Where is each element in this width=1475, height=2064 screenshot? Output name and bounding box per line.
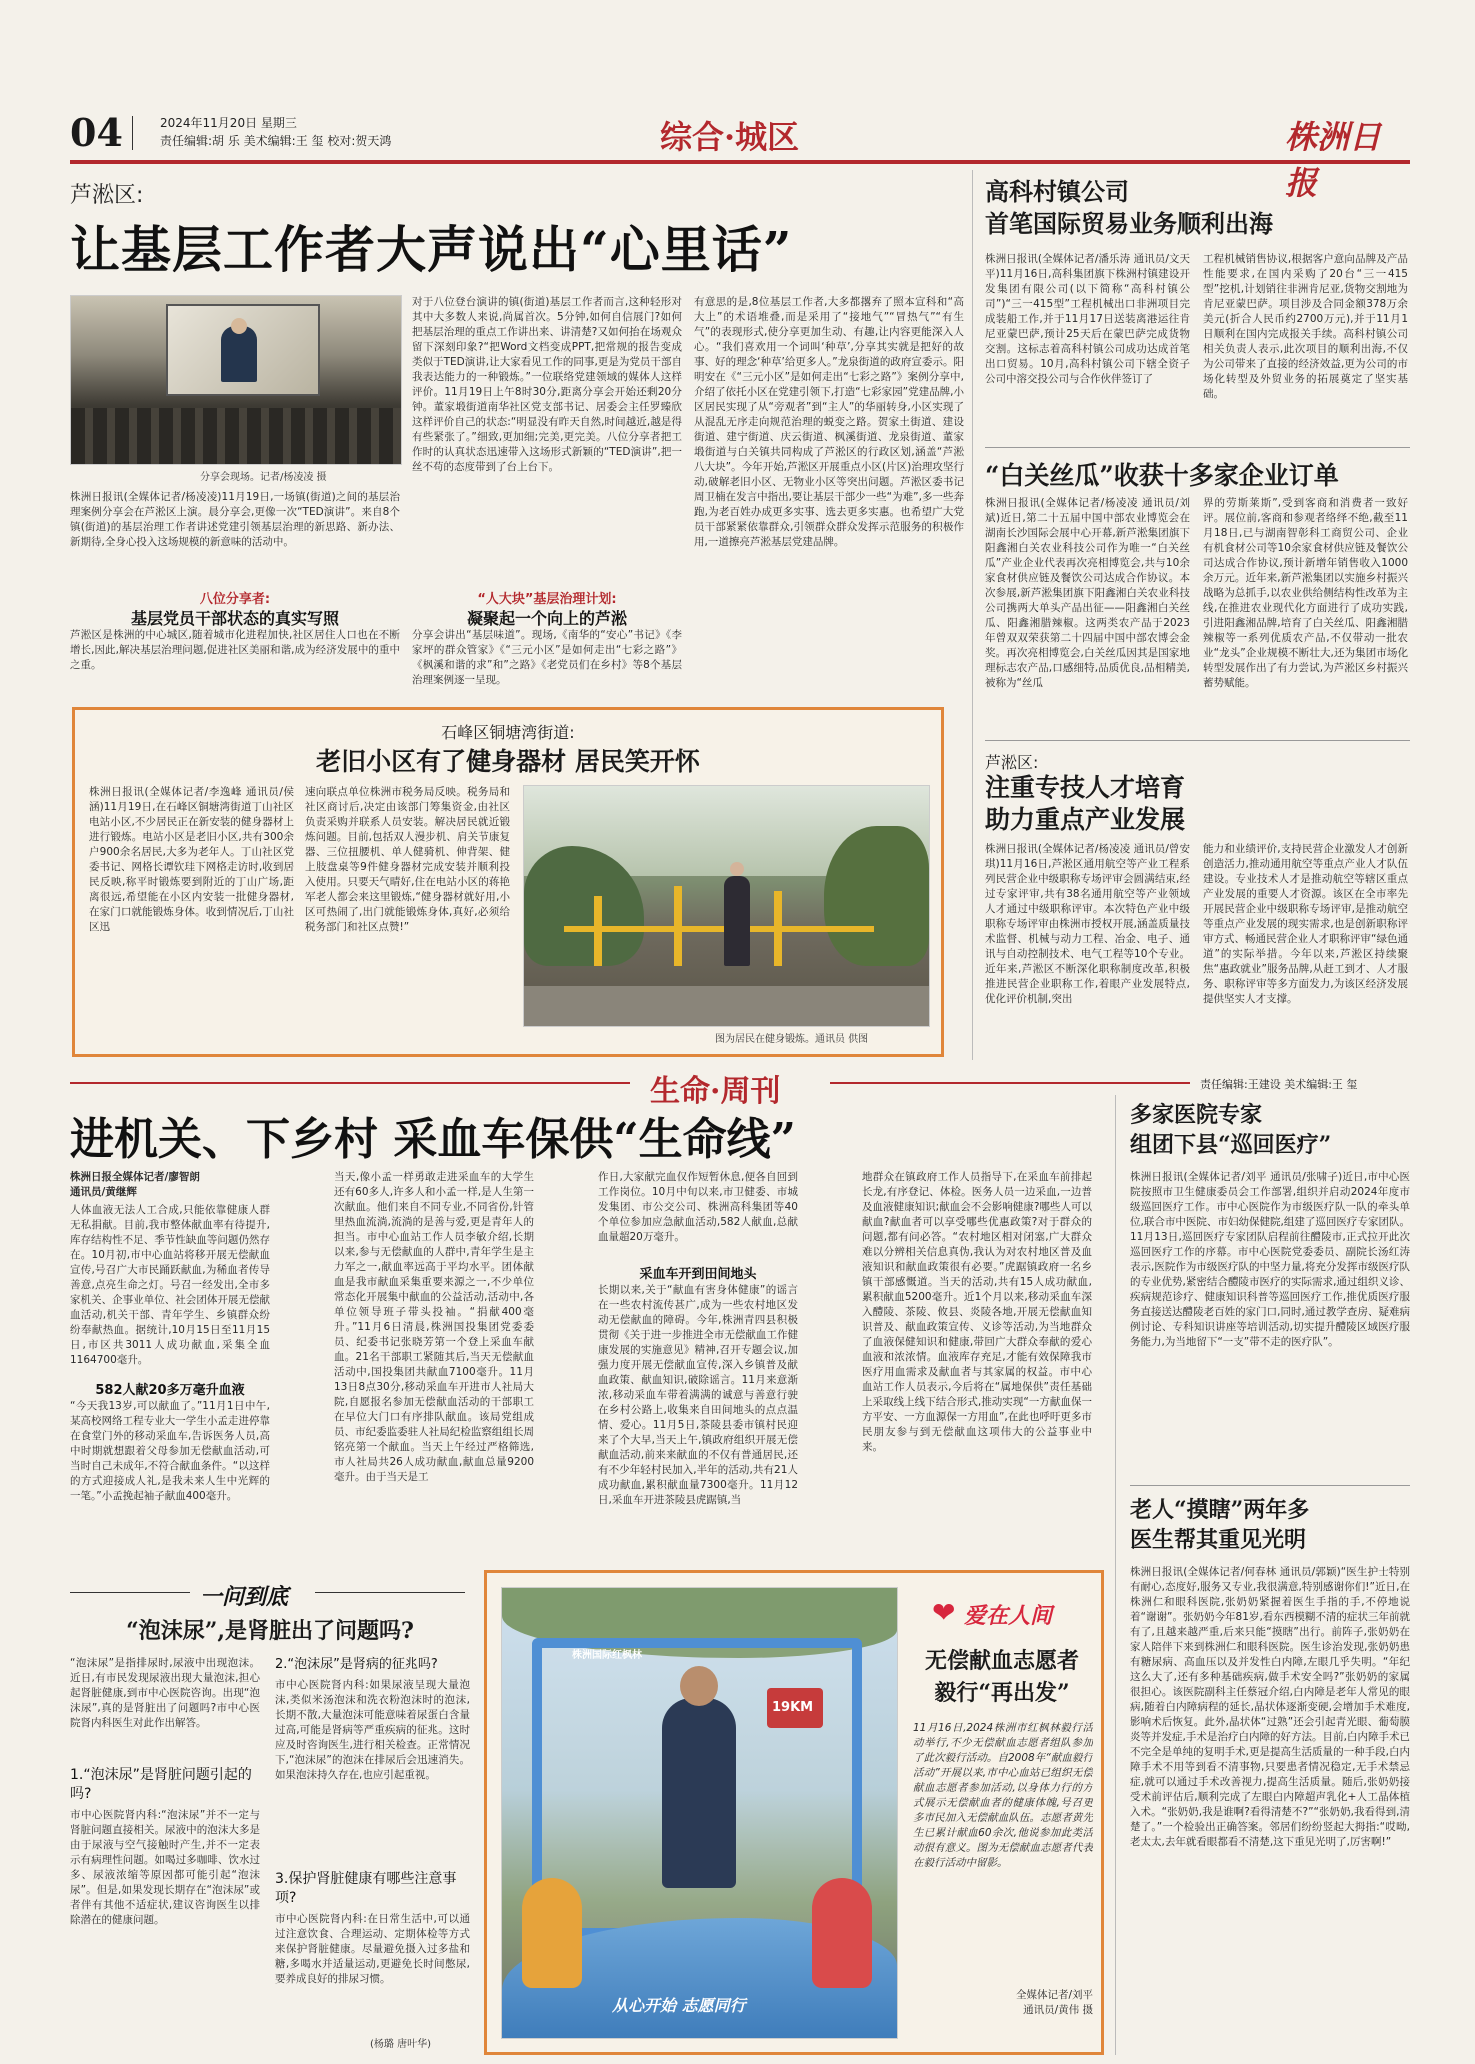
article-subhead: 582人献20多万毫升血液 [95,1383,245,1398]
issue-date: 2024年11月20日 星期三 [160,116,297,130]
article-cataract [1130,1495,1410,2055]
volunteer-photo [501,1587,898,2039]
frame-slogan: 从心开始 志愿同行 [612,1996,746,2015]
article-headline: 高科村镇公司 首笔国际贸易业务顺利出海 [985,177,1273,238]
article-kicker: 石峰区铜塘湾街道: [441,723,575,742]
question-heading: 1.“泡沫尿”是肾脏问题引起的吗? [70,1767,252,1802]
article-body: 作日,大家献完血仅作短暂休息,便各自回到工作岗位。10月中旬以来,市卫健委、市城发集团、市公交公司、株洲高科集团等40个单位参加应急献血活动,582人献血,总献血量超20万毫升。 [598,1171,798,1243]
article-headline: 注重专技人才培育 助力重点产业发展 [985,773,1186,834]
article-headline: 老旧小区有了健身器材 居民笑开怀 [316,747,700,776]
article-body: 对于八位登台演讲的镇(街道)基层工作者而言,这种轻形对其中大多数人来说,尚属首次。5分钟,如何自信展门?如何把基层治理的重点工作讲出来、讲清楚?又如何抬在场观众留下深刻印象?“把Word文档变成PPT,把常规的报告变成类似于TED演讲,让大家看见工作的同事,更是为党员干部自我表达能力的一种锻炼。”一位联络党建领域的媒体人这样评价。11月19日上午8时30分,距离分享会开始还剩20分钟。董家塅街道南华社区党支部书记、居委会主任罗臻欣这样评价自己的状态:“明显没有昨天自然,时间越近,越是得有些紧张了。”细致,更加细;完美,更完美。八位分享者把工作时的认真状态迅速带入这场形式新颖的“TED演讲”,把一丝不苟的态度带到了台上台下。 [412,296,682,473]
article-blood-bus [70,1095,1100,1565]
article-kicker: 芦淞区: [985,753,1039,772]
article-body: 株洲日报讯(全媒体记者/刘平 通讯员/张啸子)近日,市中心医院按照市卫生健康委员会工作部署,组织并启动2024年度市级巡回医疗工作。市中心医院作为市级医疗队一队的牵头单位,联合市中医院、市妇幼保健院,组建了巡回医疗专家团队。11月13日,巡回医疗专家团队启程前往醴陵市,正式拉开此次巡回医疗工作的序幕。市中心医院党委委员、副院长汤红涛表示,医院作为市级医疗队的中坚力量,将充分发挥市级医疗队的专业优势,紧密结合醴陵市医疗的实际需求,通过组织义诊、疾病规范诊疗、健康知识科普等巡回医疗工作,推优质医疗服务直接送达醴陵老百姓的家门口,同时,通过教学查房、疑难病例讨论、专科知识讲座等培训活动,切实提升醴陵区域医疗服务能力,为当地留下“一支”带不走的医疗队”。 [1130,1171,1410,1348]
article-body: 界的劳斯莱斯”,受到客商和消费者一致好评。展位前,客商和参观者络绎不绝,截至11月18日,已与湖南智彰科工商贸公司、企业有机食材公司等10余家食材供应链及餐饮公司达成合作协议,预计新增年销售收入1000余万元。近年来,新芦淞集团以实施乡村振兴战略为总抓手,以农业供给侧结构性改革为主线,在推进农业现代化方面进行了成功实践,引进阳鑫湘品牌,培育了白关丝瓜、阳鑫湘腊辣椒等一系列优质农产品,不仅带动一批农业“龙头”企业规模不断壮大,还为集团市场化转型发展作出了有力尝试,为芦淞区乡村振兴蓄势赋能。 [1203,497,1408,689]
article-byline: 株洲日报全媒体记者/廖智朗 通讯员/黄继辉 [70,1171,200,1198]
section-title: 综合·城区 [660,118,800,156]
article-headline: 让基层工作者大声说出“心里话” [70,220,793,279]
article-main [70,170,970,690]
article-body: 速向联点单位株洲市税务局反映。税务局和社区商讨后,决定由该部门筹集资金,由社区负责采购并联系人员安装。解决居民就近锻炼问题。目前,包括双人漫步机、肩关节康复器、三位扭腰机、单人健骑机、伸背架、健上肢盘桌等9件健身器材完成安装并顺利投入使用。只要天气晴好,住在电站小区的蒋艳军老人都会来这里锻炼,“健身器材就好用,小区可热闹了,出门就能锻炼身体,真好,必须给税务部门和社区点赞!” [305,786,510,933]
article-body: 市中心医院肾内科:如果尿液呈现大量泡沫,类似米汤泡沫和洗衣粉泡沫时的泡沫,长期不散,大量泡沫可能意味着尿蛋白含量过高,可能是肾病等严重疾病的征兆。这时应及时咨询医生,进行相关检查。正常情况下,“泡沫尿”的泡沫在排尿后会迅速消失。如果泡沫持久存在,也应引起重视。 [275,1679,470,1781]
article-body: 人体血液无法人工合成,只能依靠健康人群无私捐献。目前,我市整体献血率有待提升,库存结构性不足、季节性缺血等问题仍然存在。10月初,市中心血站将移开展无偿献血宣传,号召广大市民踊跃献血,为稀血者传导善意,点亮生命之灯。号召一经发出,全市多家机关、企事业单位、社会团体开展无偿献血活动,机关干部、青年学生、乡镇群众纷纷奉献热血。据统计,10月15日至11月15日,市区共3011人成功献血,采集全血1164700毫升。 [70,1204,270,1366]
article-gaoke [985,172,1410,442]
section-title: 生命·周刊 [650,1074,781,1109]
badge-label: 爱在人间 [964,1604,1053,1629]
article-headline: 老人“摸瞎”两年多 医生帮其重见光明 [1130,1497,1310,1553]
article-subhead: “人大块”基层治理计划: [477,592,617,607]
article-byline: (杨璐 唐叶华) [370,2039,431,2050]
article-body: 株洲日报讯(全媒体记者/李逸峰 通讯员/侯涵)11月19日,在石峰区铜塘湾街道丁山社区电站小区,不少居民正在新安装的健身器材上进行锻炼。电站小区是老旧小区,共有300余户900余名居民,大多为老年人。丁山社区党委书记、网格长谭钦珪下网格走访时,收到居民反映,称平时锻炼要到附近的丁山广场,距离很远,希望能在小区内安装一批健身器材,在家门口就能锻炼身体。收到情况后,丁山社区迅 [89,786,294,933]
article-headline: 进机关、下乡村 采血车保供“生命线” [70,1114,796,1165]
article-tongtangwan [72,707,944,1057]
page-number: 04 [70,110,123,155]
fitness-equipment-photo [523,785,930,1027]
article-zhuanji [985,746,1410,1066]
editor-credits: 责任编辑:胡 乐 美术编辑:王 玺 校对:贺天鸿 [160,134,392,148]
article-body: 市中心医院肾内科:在日常生活中,可以通过注意饮食、合理运动、定期体检等方式来保护肾脏健康。尽量避免摄入过多盐和糖,多喝水并适量运动,更避免长时间憋尿,要养成良好的排尿习惯。 [275,1913,470,1985]
article-body: 株洲日报讯(全媒体记者/何春林 通讯员/郭颖)“医生护士特别有耐心,态度好,服务又专业,我很满意,特别感谢你们!”近日,在株洲仁和眼科医院,张奶奶紧握着医生手指的手,不停地说着“谢谢”。张奶奶今年81岁,看东西模糊不清的症状三年前就有了,且越来越严重,后来只能“摸瞎”出行。前阵子,张奶奶在家人陪伴下来到株洲仁和眼科医院。医生诊治发现,张奶奶患有糖尿病、高血压以及并发性白内障,左眼几乎失明。“年纪这么大了,还有多种基础疾病,做手术安全吗?”张奶奶的家属很担心。该医院副科主任蔡冠介绍,白内障是老年人常见的眼病,随着白内障病程的延长,晶状体逐渐变硬,会增加手术难度,影响术后恢复。此外,晶状体“过熟”还会引起青光眼、葡萄膜炎等并发症,手术是治疗白内障的好方法。目前,白内障手术已不完全是单纯的复明手术,更是提高生活质量的一种手段,白内障手术不用等到看不清事物,只要患者情况稳定,无手术禁忌症,就可以通过手术改善视力,提高生活质量。随后,张奶奶接受术前评估后,顺利完成了左眼白内障超声乳化+人工晶体植入术。“张奶奶,我是谁啊?看得清楚不?”“张奶奶,我看得到,清楚了。”一个检验出正确答案。邻居们纷纷竖起大拇指:“哎呦,老太太,去年就看眼都看不清楚,这下重见光明了,厉害啊!” [1130,1566,1410,1848]
article-body: “泡沫尿”是指排尿时,尿液中出现泡沫。近日,有市民发现尿液出现大量泡沫,担心起肾脏健康,到市中心医院咨询。出现“泡沫尿”,真的是肾脏出了问题吗?市中心医院肾内科医生对此作出解答。 [70,1657,260,1729]
column-logo: 一问到底 [200,1585,289,1610]
article-tour-medical [1130,1100,1410,1480]
article-subtitle: 凝聚起一个向上的芦淞 [466,609,627,628]
article-byline: 全媒体记者/刘平 通讯员/黄伟 摄 [1015,1989,1093,2016]
conference-photo [70,295,402,465]
article-subhead: 八位分享者: [199,592,271,607]
article-body: “今天我13岁,可以献血了。”11月1日中午,某高校网络工程专业大一学生小孟走进停靠在食堂门外的移动采血车,告诉医务人员,高中时期就想跟着父母参加无偿献血活动,可当时自己未成年,不符合献血条件。“以这样的方式迎接成人礼,是我未来人生中光辉的一笔。”小孟挽起袖子献血400毫升。 [70,1400,270,1502]
photo-caption: 分享会现场。记者/杨凌凌 摄 [200,472,327,483]
article-body: 株洲日报讯(全媒体记者/杨凌凌 通讯员/曾安琪)11月16日,芦淞区通用航空等产业工程系列民营企业中级职称专场评审会圆满结束,经过专家评审,共有38名通用航空等产业领域人才通过中级职称评审。本次特色产业中级职称专场评审由株洲市授权开展,涵盖质量技术监督、机械与动力工程、冶金、电子、通讯与自动控制技术、电气工程等10个专业。近年来,芦淞区不断深化职称制度改革,积极推进民营企业职称工作,着眼产业发展特点,优化评价机制,突出 [985,843,1190,1005]
article-foam-urine [70,1580,470,2055]
editor-credits: 责任编辑:王建设 美术编辑:王 玺 [1200,1078,1358,1091]
article-headline: “泡沫尿”,是肾脏出了问题吗? [126,1618,414,1644]
article-subhead: 采血车开到田间地头 [639,1267,757,1282]
article-body: 能力和业绩评价,支持民营企业激发人才创新创造活力,推动通用航空等重点产业人才队伍建设。专业技术人才是推动航空等辖区重点产业发展的重要人才资源。该区在全市率先开展民营企业中级职称专场评审,是推动航空等重点产业发展的现实需求,也是创新职称评审方式、畅通民营企业人才职称评审“绿色通道”的实际举措。今年以来,芦淞区持续聚焦“惠政就业”服务品牌,从赶工到才、人才服务、职称评审等多方面发力,为该区经济发展提供坚实人才支撑。 [1203,843,1408,1005]
sign-label: 株洲国际红枫林 [572,1650,642,1661]
article-baiguan [985,452,1410,737]
distance-label: 19KM [772,1700,814,1715]
question-heading: 2.“泡沫尿”是肾病的征兆吗? [275,1657,438,1672]
article-headline: “白关丝瓜”收获十多家企业订单 [985,461,1339,490]
heart-icon: ❤ [932,1596,956,1629]
article-body: 分享会讲出“基层味道”。现场,《南华的“安心”书记》《李家坪的群众管家》《“三元小区”是如何走出“七彩之路”》《枫溪和谐的求”和”之路》《老党员们在乡村》等8个基层治理案例逐一呈现。 [412,629,682,686]
article-body: 地群众在镇政府工作人员指导下,在采血车前排起长龙,有序登记、体检。医务人员一边采血,一边普及血液健康知识;献血会不会影响健康?哪些人可以献血?献血者可以享受哪些优惠政策?对于群众的问题,都有问必答。“农村地区相对闭塞,广大群众难以分辨相关信息真伪,我认为对农村地区普及血液知识和献血政策很有必要。”虎踞镇政府一名乡镇干部感慨道。当天的活动,共有15人成功献血,累积献血5200毫升。近1个月以来,移动采血车深入醴陵、茶陵、攸县、炎陵各地,开展无偿献血知识普及、献血政策宣传、义诊等活动,为当地群众了血液保健知识和健康,带回广大群众奉献的爱心血液和浓浓情。血液库存充足,才能有效保障我市医疗用血需求及献血者与其家属的权益。市中心血站工作人员表示,今后将在“属地保供”责任基础上采取线上线下结合形式,推动实现“一方献血保一方平安、一方血源保一方用血”,在此也呼吁更多市民朋友参与到无偿献血这项伟大的公益事业中来。 [862,1171,1092,1453]
article-body: 株洲日报讯(全媒体记者/杨凌凌 通讯员/刘斌)近日,第二十五届中国中部农业博览会在湖南长沙国际会展中心开幕,新芦淞集团旗下阳鑫湘白关农业科技公司作为唯一“白关丝瓜”产业企业代表再次亮相博览会,共与10余家食材供应链及餐饮公司达成合作协议。本次参展,新芦淞集团旗下阳鑫湘白关农业科技公司携两大单头产品出征——阳鑫湘白关丝瓜、阳鑫湘腊辣椒。这两类农产品于2023年曾双双荣获第二十四届中国中部农博会金奖。再次亮相博览会,白关丝瓜因其是国家地理标志农产品,口感细特,品质优良,品相精美,被称为“丝瓜 [985,497,1190,689]
article-body: 11月16日,2024株洲市红枫林毅行活动举行,不少无偿献血志愿者组队参加了此次毅行活动。自2008年“献血毅行活动”开展以来,市中心血站已组织无偿献血志愿者参加活动,以身体力行的方式展示无偿献血者的健康体魄,号召更多市民加入无偿献血队伍。志愿者黄先生已累计献血60余次,他说参加此类活动很有意义。图为无偿献血志愿者代表在毅行活动中留影。 [913,1722,1093,1869]
article-kicker: 芦淞区: [70,183,144,208]
article-body: 工程机械销售协议,根据客户意向品牌及产品性能要求,在国内采购了20台“三一415型”挖机,计划销往非洲肯尼亚,货物交割地为肯尼亚蒙巴萨。项目涉及合同金额378万余美元(折合人民币约2700万元),并于11月1日顺利在国内完成报关手续。高科村镇公司相关负责人表示,此次项目的顺利出海,不仅为公司带来了直接的经济效益,更为公司的市场化转型及外贸业务的拓展奠定了坚实基础。 [1203,253,1408,400]
paper-logo: 株洲日报 [1285,118,1382,202]
article-body: 长期以来,关于“献血有害身体健康”的谣言在一些农村流传甚广,成为一些农村地区发动无偿献血的障碍。今年,株洲青四县积极贯彻《关于进一步推进全市无偿献血工作健康发展的实施意见》精神,召开专题会议,加强力度开展无偿献血宣传,深入乡镇普及献血政策、献血知识,破除谣言。11月来意渐浓,移动采血车带着满满的诚意与善意行驶在乡村公路上,收集来自田间地头的点点温情、爱心。11月5日,茶陵县委市镇村民迎来了个大早,当天上午,镇政府组织开展无偿献血活动,前来来献血的不仅有普通居民,还有不少年轻村民加入,半年的活动,共有21人成功献血,累积献血量7300毫升。11月12日,采血车开进茶陵县虎踞镇,当 [598,1284,798,1506]
article-body: 当天,像小孟一样勇敢走进采血车的大学生还有60多人,许多人和小孟一样,是人生第一次献血。他们来自不同专业,不同省份,针管里热血流淌,流淌的是善与爱,更是青年人的担当。市中心血站工作人员李敏介绍,长期以来,参与无偿献血的人群中,青年学生是主力军之一,献血率远高于平均水平。团体献血是我市献血采集重要来源之一,不少单位常态化开展集中献血的公益活动,活动中,各单位领导班子带头投袖。“捐献400毫升。”11月6日清晨,株洲国投集团党委委员、纪委书记张晓芳第一个登上采血车献血。21名干部职工紧随其后,当天无偿献血活动中,国投集团共献血7100毫升。11月13日8点30分,移动采血车开进市人社局大院,自愿报名参加无偿献血活动的干部职工在早位大门口有序排队献血。该局党组成员、市纪委监委驻人社局纪检监察组组长周铭亮第一个献血。当天上午经过严格筛选,市人社局共26人成功献血,献血总量9200毫升。由于当天是工 [334,1171,534,1483]
article-headline: 多家医院专家 组团下县“巡回医疗” [1130,1102,1332,1158]
article-volunteers [484,1570,1104,2055]
article-subtitle: 基层党员干部状态的真实写照 [130,609,339,628]
article-headline: 无偿献血志愿者 毅行“再出发” [924,1648,1079,1706]
article-body: 株洲日报讯(全媒体记者/潘乐涛 通讯员/文天平)11月16日,高科集团旗下株洲村镇建设开发集团有限公司(以下简称“高科村镇公司”)“三一415型”工程机械出口非洲项目完成装船工作,并于11月17日送装离港运往肯尼亚蒙巴萨,预计25天后在蒙巴萨完成货物交割。这标志着高科村镇公司成功达成首笔出口贸易。10月,高科村镇公司下辖全资子公司中溶交投公司与合作伙伴签订了 [985,253,1190,385]
question-heading: 3.保护肾脏健康有哪些注意事项? [275,1871,457,1906]
photo-caption: 图为居民在健身锻炼。通讯员 供图 [715,1034,869,1045]
article-body: 市中心医院肾内科:“泡沫尿”并不一定与肾脏问题直接相关。尿液中的泡沫大多是由于尿液与空气接触时产生,并不一定表示有病理性问题。如喝过多咖啡、饮水过多、尿液浓缩等原因都可能引起“泡沫尿”。但是,如果发现长期存在“泡沫尿”或者伴有其他不适症状,建议咨询医生以排除潜在的健康问题。 [70,1809,260,1926]
article-body: 芦淞区是株洲的中心城区,随着城市化进程加快,社区居住人口也在不断增长,因此,解决基层治理问题,促进社区美丽和谐,成为经济发展中的重中之重。 [70,629,400,671]
article-body: 有意思的是,8位基层工作者,大多都撂弃了照本宣科和“高大上”的术语堆叠,而是采用了“接地气”“冒热气”“有生气”的表现形式,使分享更加生动、有趣,让内容更能深入人心。“我们喜欢用一个词叫‘种草’,分享其实就是把好的故事、好的理念‘种草’给更多人。”龙泉街道的政府宣委示。阳明安在《“三元小区”是如何走出“七彩之路”》案例分享中,介绍了依托小区在党建引领下,打造“七彩家园”党建品牌,小区居民实现了从“旁观者”到“主人”的华丽转身,小区实现了从混乱无序走向规范治理的蜕变之路。贺家土街道、建设街道、建宁街道、庆云街道、枫溪街道、龙泉街道、董家塅街道与白关镇共同构成了芦淞区的行政区划,涵盖“芦淞八大块”。今年开始,芦淞区开展重点小区(片区)治理攻坚行动,破解老旧小区、无物业小区等突出问题。芦淞区委书记周卫楠在发言中指出,要让基层干部少一些“为难”,多一些奔跑,为老百姓办成更多实事、选去更多实惠。也希望广大党员干部紧紧依靠群众,引领群众群众发挥示范服务的积极作用,一道擦亮芦淞基层党建品牌。 [694,296,964,548]
article-body: 株洲日报讯(全媒体记者/杨凌凌)11月19日,一场镇(街道)之间的基层治理案例分享会在芦淞区上演。晨分享会,更像一次“TED演讲”。来自8个镇(街道)的基层治理工作者讲述党建引领基层治理的新思路、新办法、新期待,全身心投入这场规模的新意味的活动中。 [70,491,400,548]
column-badge [932,1595,1072,1631]
